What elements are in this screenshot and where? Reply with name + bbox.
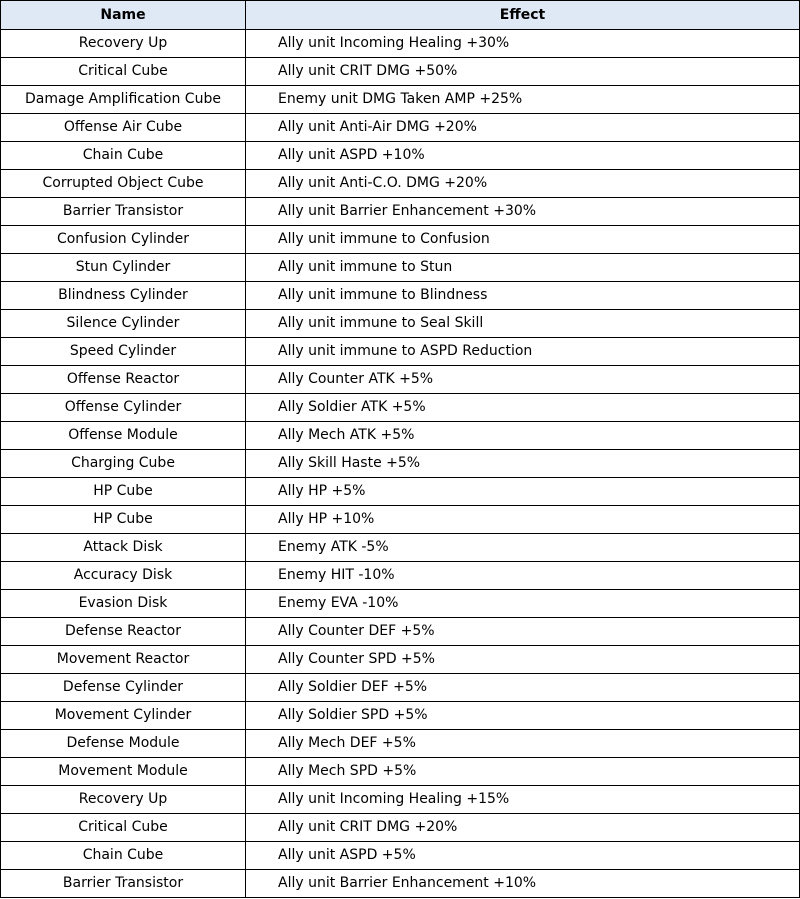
cell-effect: Ally unit immune to Seal Skill [246,310,800,338]
table-row [1,226,800,254]
cell-name: HP Cube [1,506,246,534]
header-name: Name [1,1,246,30]
cell-name: Movement Module [1,758,246,786]
table-row [1,730,800,758]
cell-effect: Ally Mech ATK +5% [246,422,800,450]
table-row [1,394,800,422]
cell-effect: Ally Soldier DEF +5% [246,674,800,702]
cell-effect: Ally unit CRIT DMG +20% [246,814,800,842]
cell-name: Offense Air Cube [1,114,246,142]
table-row [1,30,800,58]
cell-effect: Ally Mech SPD +5% [246,758,800,786]
cell-effect: Ally Soldier ATK +5% [246,394,800,422]
cell-effect: Ally Soldier SPD +5% [246,702,800,730]
table-row [1,114,800,142]
cell-name: Recovery Up [1,786,246,814]
cell-name: Attack Disk [1,534,246,562]
table-row [1,198,800,226]
cell-effect: Ally HP +10% [246,506,800,534]
cell-name: Damage Amplification Cube [1,86,246,114]
cell-name: HP Cube [1,478,246,506]
table-row [1,702,800,730]
cell-name: Movement Reactor [1,646,246,674]
cell-name: Critical Cube [1,814,246,842]
table-row [1,338,800,366]
table-row [1,618,800,646]
table-header [1,1,800,30]
cell-name: Offense Reactor [1,366,246,394]
table-row [1,58,800,86]
table-row [1,254,800,282]
table-row [1,310,800,338]
cell-effect: Ally Counter ATK +5% [246,366,800,394]
cell-effect: Ally unit immune to ASPD Reduction [246,338,800,366]
cell-name: Offense Cylinder [1,394,246,422]
cell-effect: Ally unit Anti-Air DMG +20% [246,114,800,142]
cell-name: Confusion Cylinder [1,226,246,254]
cell-name: Movement Cylinder [1,702,246,730]
cell-name: Corrupted Object Cube [1,170,246,198]
table-row [1,758,800,786]
cell-effect: Ally unit Incoming Healing +30% [246,30,800,58]
cell-effect: Ally unit CRIT DMG +50% [246,58,800,86]
cell-name: Chain Cube [1,842,246,870]
header-row [1,1,800,30]
table-row [1,142,800,170]
cell-effect: Ally unit immune to Confusion [246,226,800,254]
cell-effect: Ally unit immune to Blindness [246,282,800,310]
table-row [1,282,800,310]
cell-name: Silence Cylinder [1,310,246,338]
cell-effect: Enemy EVA -10% [246,590,800,618]
cell-name: Evasion Disk [1,590,246,618]
table-row [1,366,800,394]
cell-name: Defense Module [1,730,246,758]
cell-name: Charging Cube [1,450,246,478]
cell-name: Recovery Up [1,30,246,58]
table-row [1,422,800,450]
table-row [1,814,800,842]
cell-effect: Ally Skill Haste +5% [246,450,800,478]
cell-name: Barrier Transistor [1,198,246,226]
cell-name: Defense Cylinder [1,674,246,702]
cell-effect: Ally unit immune to Stun [246,254,800,282]
cell-effect: Enemy unit DMG Taken AMP +25% [246,86,800,114]
cell-name: Offense Module [1,422,246,450]
cell-effect: Ally unit ASPD +10% [246,142,800,170]
cell-effect: Ally Counter DEF +5% [246,618,800,646]
table-row [1,870,800,898]
cell-effect: Ally Counter SPD +5% [246,646,800,674]
cell-effect: Ally unit Barrier Enhancement +30% [246,198,800,226]
cell-effect: Enemy HIT -10% [246,562,800,590]
cell-name: Stun Cylinder [1,254,246,282]
cell-effect: Ally unit Barrier Enhancement +10% [246,870,800,898]
table-row [1,450,800,478]
cell-name: Barrier Transistor [1,870,246,898]
table-row [1,534,800,562]
table-row [1,646,800,674]
cell-effect: Ally unit ASPD +5% [246,842,800,870]
table-row [1,590,800,618]
table-row [1,170,800,198]
table-row [1,86,800,114]
table-row [1,478,800,506]
table-row [1,562,800,590]
cell-effect: Enemy ATK -5% [246,534,800,562]
table-row [1,506,800,534]
cell-name: Defense Reactor [1,618,246,646]
cell-effect: Ally unit Anti-C.O. DMG +20% [246,170,800,198]
header-effect: Effect [246,1,800,30]
cell-effect: Ally HP +5% [246,478,800,506]
table-body [1,30,800,898]
table-row [1,674,800,702]
table-row [1,786,800,814]
cell-name: Chain Cube [1,142,246,170]
cell-name: Accuracy Disk [1,562,246,590]
cell-name: Speed Cylinder [1,338,246,366]
cell-effect: Ally unit Incoming Healing +15% [246,786,800,814]
table-row [1,842,800,870]
cell-name: Critical Cube [1,58,246,86]
cell-name: Blindness Cylinder [1,282,246,310]
cell-effect: Ally Mech DEF +5% [246,730,800,758]
